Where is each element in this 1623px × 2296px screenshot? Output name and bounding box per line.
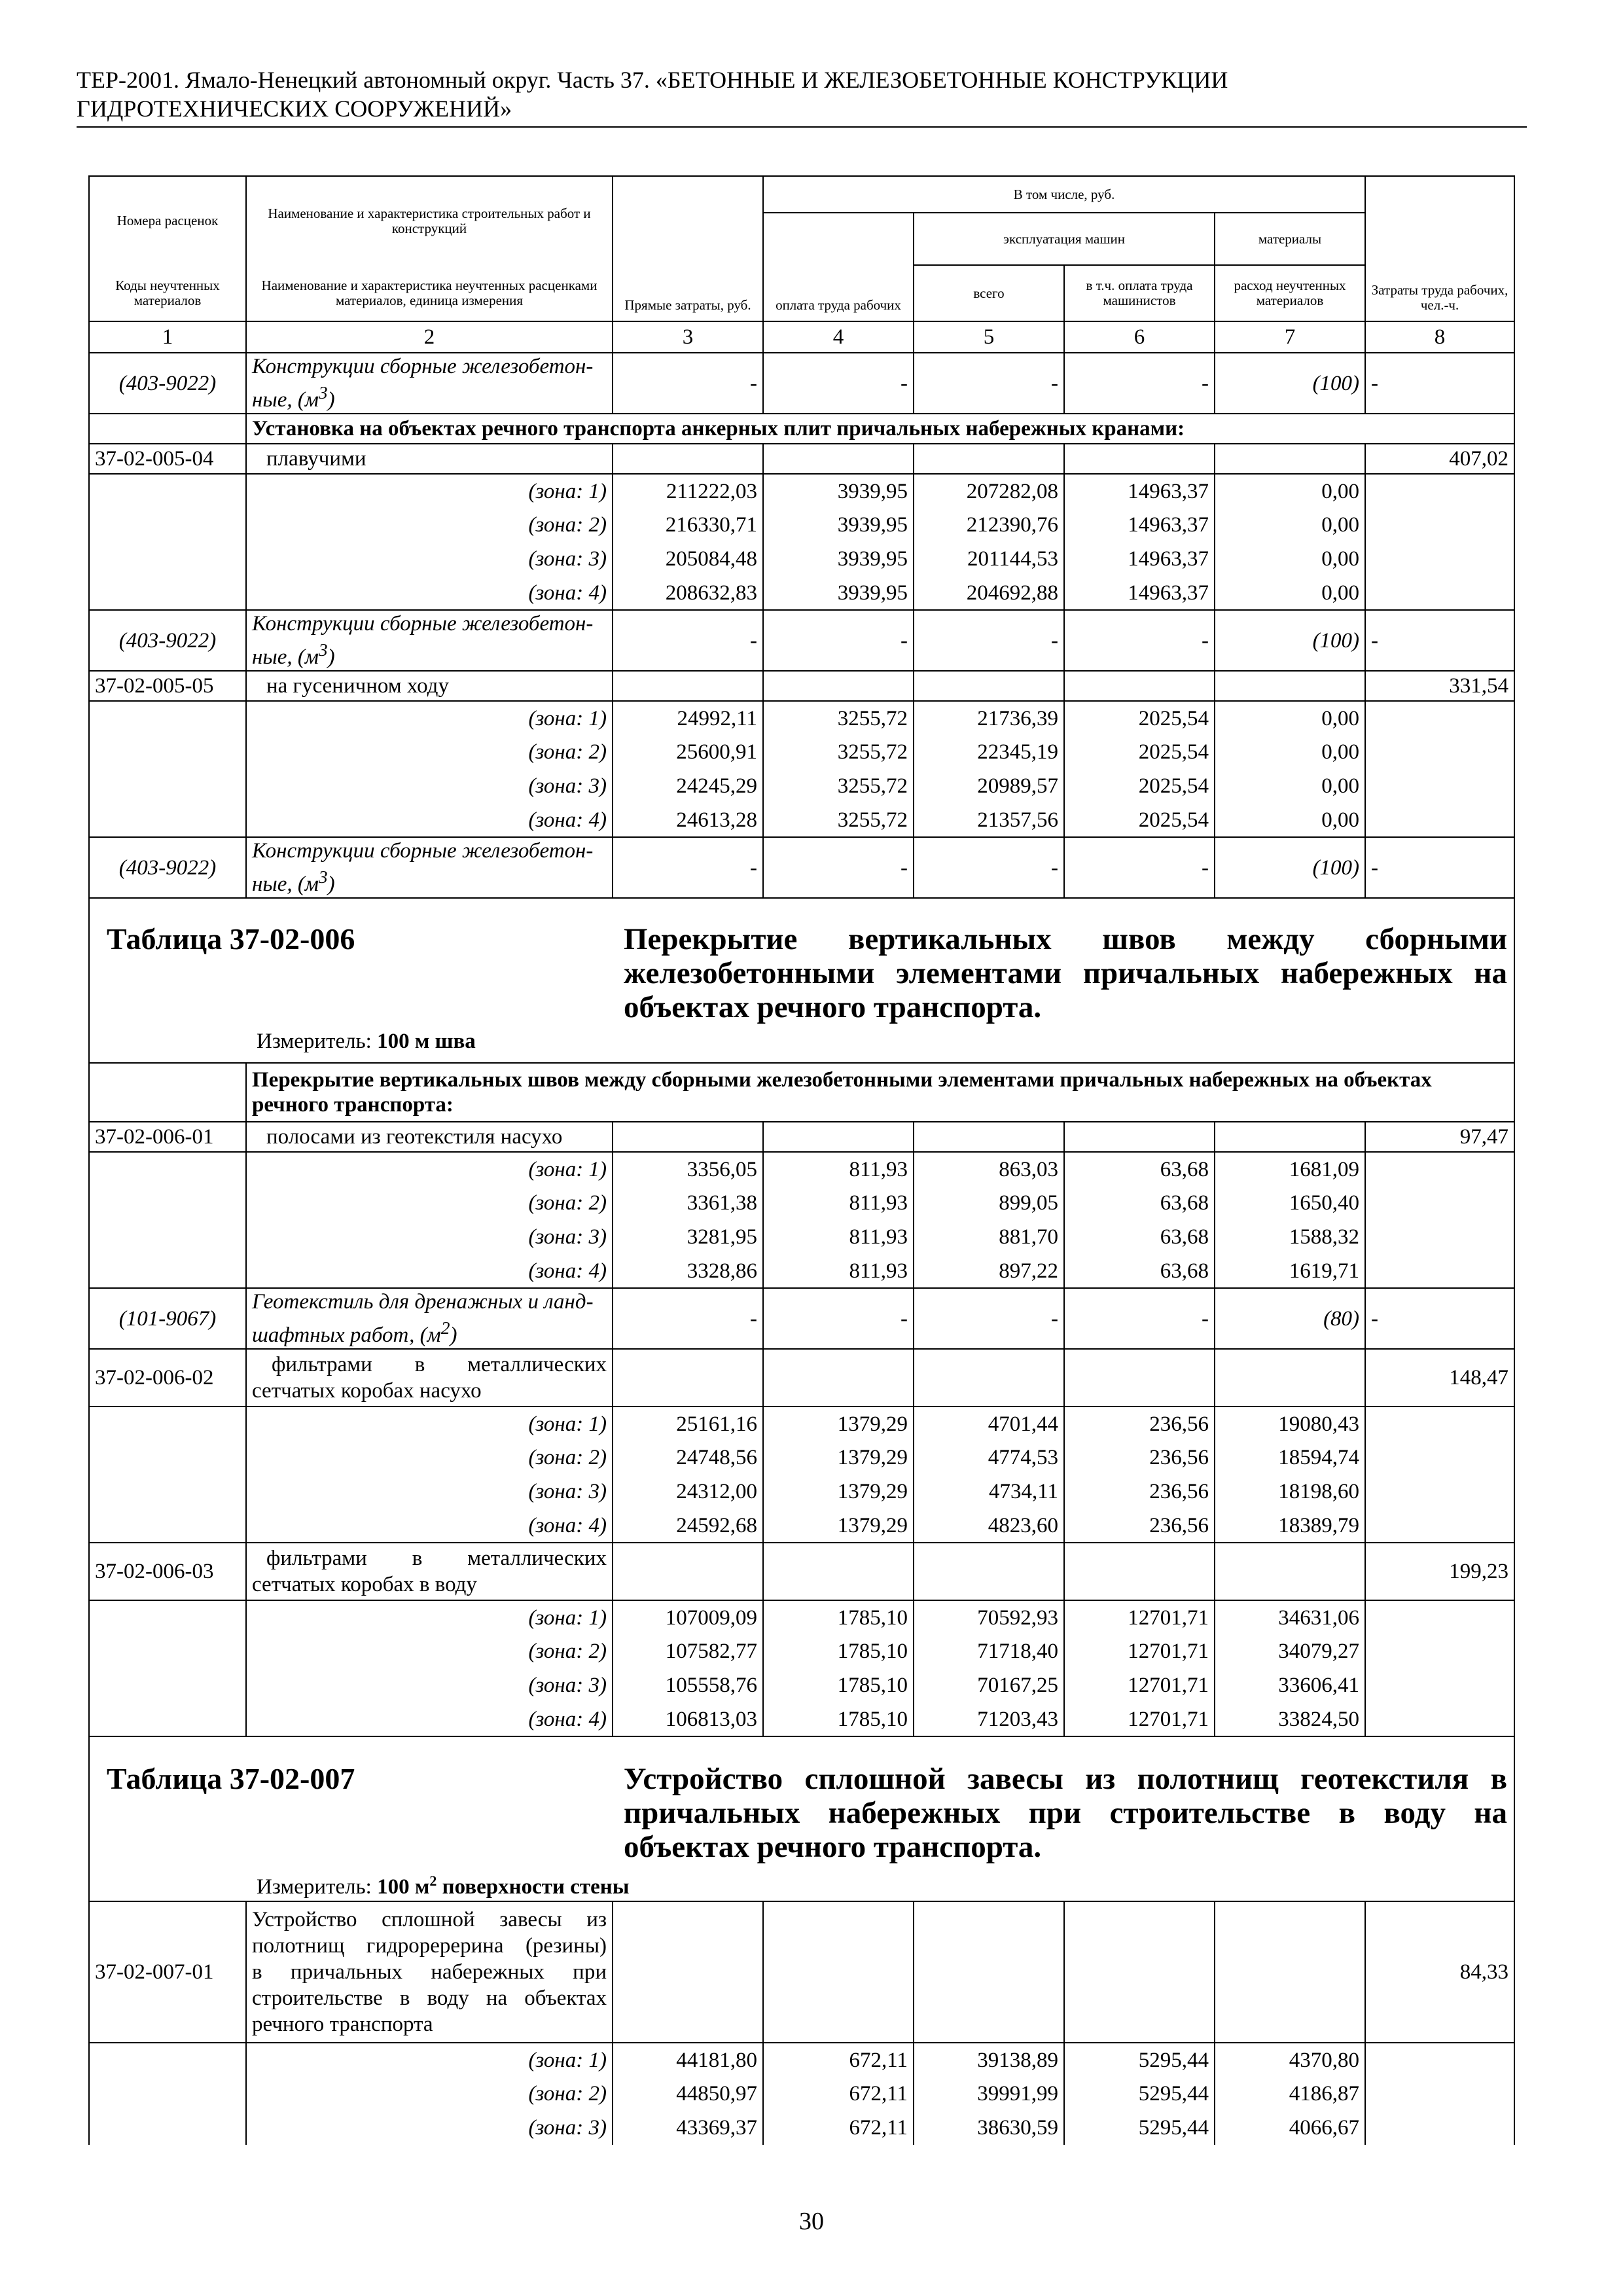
zone-label: (зона: 4): [246, 1702, 613, 1736]
value-cell: 0,00: [1215, 508, 1365, 542]
th-num-3: 3: [613, 321, 763, 353]
value-cell: 105558,76: [613, 1668, 763, 1702]
value-cell: 1650,40: [1215, 1186, 1365, 1220]
material-code: (403-9022): [89, 353, 246, 414]
material-row: (403-9022) Конструкции сборные железобетон- ные, $(м^3)$ - - - - (100) -: [89, 610, 1514, 671]
page-header: [77, 65, 1529, 123]
value-cell: 71718,40: [914, 1634, 1064, 1668]
rate-labor: 199,23: [1365, 1543, 1514, 1600]
value-cell: 899,05: [914, 1186, 1064, 1220]
value-cell: 1379,29: [763, 1475, 914, 1509]
zone-row: [89, 1152, 1514, 1186]
material-code: (403-9022): [89, 610, 246, 671]
zone-row: [89, 1186, 1514, 1220]
value-cell: 811,93: [763, 1186, 914, 1220]
material-row: (101-9067) Геотекстиль для дренажных и ланд- шафтных работ, $(м^2)$ - - - - (80) -: [89, 1288, 1514, 1349]
value-cell: 3328,86: [613, 1254, 763, 1288]
zone-label: (зона: 3): [246, 1475, 613, 1509]
rate-row: [89, 444, 1514, 474]
value-cell: 24613,28: [613, 803, 763, 837]
zone-label: (зона: 2): [246, 1634, 613, 1668]
zone-label: (зона: 1): [246, 474, 613, 508]
value-cell: 63,68: [1064, 1254, 1215, 1288]
zone-label: (зона: 4): [246, 803, 613, 837]
value-cell: 207282,08: [914, 474, 1064, 508]
th-name: Наименование и характеристика строительных работ и конструкций: [246, 176, 613, 265]
value-cell: 22345,19: [914, 735, 1064, 769]
value-cell: 39138,89: [914, 2043, 1064, 2077]
rate-row: [89, 1122, 1514, 1152]
value-cell: 14963,37: [1064, 542, 1215, 576]
rate-code: 37-02-006-03: [89, 1543, 246, 1600]
zone-row: [89, 508, 1514, 542]
table-title-block: [89, 1736, 1514, 1901]
zone-row: [89, 1254, 1514, 1288]
material-name: Конструкции сборные железобетон- ные, $(м^3)$: [246, 610, 613, 671]
th-num-4: 4: [763, 321, 914, 353]
value-cell: 3255,72: [763, 735, 914, 769]
zone-label: (зона: 1): [246, 701, 613, 735]
th-num-8: 8: [1365, 321, 1514, 353]
value-cell: 4066,67: [1215, 2111, 1365, 2145]
zone-label: (зона: 2): [246, 1186, 613, 1220]
value-cell: 0,00: [1215, 701, 1365, 735]
value-cell: 18198,60: [1215, 1475, 1365, 1509]
value-cell: 4823,60: [914, 1509, 1064, 1543]
value-cell: 3939,95: [763, 474, 914, 508]
zone-row: [89, 1220, 1514, 1254]
rate-labor: 407,02: [1365, 444, 1514, 474]
th-name2: Наименование и характеристика неучтенных расценками материалов, единица измерения: [246, 265, 613, 321]
zone-label: (зона: 3): [246, 769, 613, 803]
value-cell: 33606,41: [1215, 1668, 1365, 1702]
zone-label: (зона: 3): [246, 2111, 613, 2145]
rate-row: [89, 1901, 1514, 2043]
th-mach-wages: в т.ч. оплата труда машинистов: [1064, 265, 1215, 321]
zone-row: [89, 769, 1514, 803]
material-qty: (100): [1215, 610, 1365, 671]
zone-label: (зона: 1): [246, 2043, 613, 2077]
value-cell: 44850,97: [613, 2077, 763, 2111]
value-cell: 70592,93: [914, 1600, 1064, 1634]
zone-row: [89, 735, 1514, 769]
value-cell: 24312,00: [613, 1475, 763, 1509]
value-cell: 672,11: [763, 2043, 914, 2077]
value-cell: 19080,43: [1215, 1407, 1365, 1441]
th-num-1: 1: [89, 321, 246, 353]
zone-row: [89, 1634, 1514, 1668]
zone-label: (зона: 4): [246, 1509, 613, 1543]
value-cell: 236,56: [1064, 1509, 1215, 1543]
value-cell: 212390,76: [914, 508, 1064, 542]
value-cell: 39991,99: [914, 2077, 1064, 2111]
value-cell: 1379,29: [763, 1441, 914, 1475]
value-cell: 811,93: [763, 1220, 914, 1254]
rate-code: 37-02-005-04: [89, 444, 246, 474]
value-cell: 25161,16: [613, 1407, 763, 1441]
value-cell: 0,00: [1215, 542, 1365, 576]
value-cell: 204692,88: [914, 576, 1064, 610]
value-cell: 5295,44: [1064, 2111, 1215, 2145]
value-cell: 18389,79: [1215, 1509, 1365, 1543]
value-cell: 211222,03: [613, 474, 763, 508]
value-cell: 24245,29: [613, 769, 763, 803]
value-cell: 1588,32: [1215, 1220, 1365, 1254]
value-cell: 1379,29: [763, 1509, 914, 1543]
zone-label: (зона: 1): [246, 1407, 613, 1441]
value-cell: 236,56: [1064, 1475, 1215, 1509]
rate-code: 37-02-006-01: [89, 1122, 246, 1152]
material-name: Геотекстиль для дренажных и ланд- шафтных работ, $(м^2)$: [246, 1288, 613, 1349]
th-codes: Коды неучтенных материалов: [89, 265, 246, 321]
value-cell: 897,22: [914, 1254, 1064, 1288]
rate-row: [89, 1349, 1514, 1407]
zone-row: [89, 1702, 1514, 1736]
zone-label: (зона: 3): [246, 542, 613, 576]
value-cell: 38630,59: [914, 2111, 1064, 2145]
value-cell: 24992,11: [613, 701, 763, 735]
value-cell: 672,11: [763, 2111, 914, 2145]
zone-row: [89, 1509, 1514, 1543]
value-cell: 3939,95: [763, 542, 914, 576]
material-row: (403-9022) Конструкции сборные железобетон- ные, $(м^3)$ - - - - (100) -: [89, 837, 1514, 898]
zone-label: (зона: 4): [246, 576, 613, 610]
th-total: всего: [914, 265, 1064, 321]
rates-table: [88, 175, 1515, 2145]
value-cell: 63,68: [1064, 1186, 1215, 1220]
value-cell: 21357,56: [914, 803, 1064, 837]
value-cell: 0,00: [1215, 735, 1365, 769]
material-code: (101-9067): [89, 1288, 246, 1349]
value-cell: 0,00: [1215, 803, 1365, 837]
value-cell: 5295,44: [1064, 2043, 1215, 2077]
value-cell: 2025,54: [1064, 803, 1215, 837]
material-row: (403-9022) Конструкции сборные железобетон- ные, $(м^3)$ - - - - (100) -: [89, 353, 1514, 414]
th-rates: Номера расценок: [89, 176, 246, 265]
value-cell: 14963,37: [1064, 508, 1215, 542]
zone-row: [89, 2077, 1514, 2111]
value-cell: 0,00: [1215, 769, 1365, 803]
value-cell: 3281,95: [613, 1220, 763, 1254]
value-cell: 811,93: [763, 1254, 914, 1288]
value-cell: 672,11: [763, 2077, 914, 2111]
value-cell: 21736,39: [914, 701, 1064, 735]
value-cell: 2025,54: [1064, 735, 1215, 769]
value-cell: 1681,09: [1215, 1152, 1365, 1186]
zone-row: [89, 2043, 1514, 2077]
material-qty: (100): [1215, 353, 1365, 414]
value-cell: 34079,27: [1215, 1634, 1365, 1668]
rate-name: фильтрами в металлических сетчатых коробах насухо: [246, 1349, 613, 1407]
table-title: Перекрытие вертикальных швов между сборными железобетонными элементами причальных набережных на объектах речного транспорта.: [624, 922, 1507, 1024]
section-title: Установка на объектах речного транспорта анкерных плит причальных набережных кранами:: [246, 414, 1514, 444]
value-cell: 2025,54: [1064, 701, 1215, 735]
rate-code: 37-02-005-05: [89, 671, 246, 701]
value-cell: 33824,50: [1215, 1702, 1365, 1736]
value-cell: 14963,37: [1064, 576, 1215, 610]
rate-labor: 97,47: [1365, 1122, 1514, 1152]
zone-label: (зона: 1): [246, 1152, 613, 1186]
th-materials: материалы: [1215, 213, 1365, 265]
value-cell: 1785,10: [763, 1702, 914, 1736]
zone-row: [89, 474, 1514, 508]
value-cell: 1619,71: [1215, 1254, 1365, 1288]
value-cell: 3255,72: [763, 701, 914, 735]
value-cell: 107582,77: [613, 1634, 763, 1668]
value-cell: 12701,71: [1064, 1634, 1215, 1668]
th-incl: В том числе, руб.: [763, 176, 1365, 213]
zone-row: [89, 1475, 1514, 1509]
zone-label: (зона: 2): [246, 2077, 613, 2111]
th-consumption: расход неучтенных материалов: [1215, 265, 1365, 321]
value-cell: 1785,10: [763, 1668, 914, 1702]
value-cell: 34631,06: [1215, 1600, 1365, 1634]
value-cell: 1379,29: [763, 1407, 914, 1441]
table-label: Таблица 37-02-007: [107, 1762, 355, 1795]
value-cell: 12701,71: [1064, 1702, 1215, 1736]
th-wages: оплата труда рабочих: [763, 213, 914, 321]
zone-label: (зона: 2): [246, 735, 613, 769]
value-cell: 216330,71: [613, 508, 763, 542]
table-title-block: [89, 898, 1514, 1063]
rate-code: 37-02-006-02: [89, 1349, 246, 1407]
zone-row: [89, 2111, 1514, 2145]
section-title: Перекрытие вертикальных швов между сборными железобетонными элементами причальных набережных на объектах речного транспорта:: [246, 1063, 1514, 1122]
value-cell: 18594,74: [1215, 1441, 1365, 1475]
th-num-5: 5: [914, 321, 1064, 353]
zone-label: (зона: 2): [246, 508, 613, 542]
rate-name: на гусеничном ходу: [246, 671, 613, 701]
value-cell: 43369,37: [613, 2111, 763, 2145]
value-cell: 2025,54: [1064, 769, 1215, 803]
header-line-1: ТЕР-2001. Ямало-Ненецкий автономный округ. Часть 37. «БЕТОННЫЕ И ЖЕЛЕЗОБЕТОННЫЕ КОНСТРУКЦИИ: [77, 67, 1228, 93]
value-cell: 24748,56: [613, 1441, 763, 1475]
rate-row: [89, 671, 1514, 701]
value-cell: 236,56: [1064, 1441, 1215, 1475]
value-cell: 106813,03: [613, 1702, 763, 1736]
rate-name: фильтрами в металлических сетчатых коробах в воду: [246, 1543, 613, 1600]
rate-code: 37-02-007-01: [89, 1901, 246, 2043]
th-direct: Прямые затраты, руб.: [613, 176, 763, 321]
material-name: Конструкции сборные железобетон- ные, $(м^3)$: [246, 353, 613, 414]
value-cell: 4774,53: [914, 1441, 1064, 1475]
value-cell: 14963,37: [1064, 474, 1215, 508]
material-code: (403-9022): [89, 837, 246, 898]
value-cell: 3255,72: [763, 769, 914, 803]
value-cell: 201144,53: [914, 542, 1064, 576]
rate-name: Устройство сплошной завесы из полотнищ гидроререрина (резины) в причальных набережных при строительстве в воду на объектах речного транспорта: [246, 1901, 613, 2043]
value-cell: 811,93: [763, 1152, 914, 1186]
value-cell: 71203,43: [914, 1702, 1064, 1736]
value-cell: 3255,72: [763, 803, 914, 837]
zone-row: [89, 542, 1514, 576]
table-meter: Измеритель: 100 м шва: [257, 1030, 476, 1053]
zone-row: [89, 1441, 1514, 1475]
value-cell: 1785,10: [763, 1600, 914, 1634]
th-labor: Затраты труда рабочих, чел.-ч.: [1365, 176, 1514, 321]
zone-label: (зона: 2): [246, 1441, 613, 1475]
value-cell: 4370,80: [1215, 2043, 1365, 2077]
material-name: Конструкции сборные железобетон- ные, $(м^3)$: [246, 837, 613, 898]
zone-label: (зона: 3): [246, 1668, 613, 1702]
zone-row: [89, 803, 1514, 837]
rate-name: плавучими: [246, 444, 613, 474]
table-meter: Измеритель: 100 $м^2$ поверхности стены: [257, 1873, 630, 1899]
value-cell: 5295,44: [1064, 2077, 1215, 2111]
value-cell: 208632,83: [613, 576, 763, 610]
th-num-7: 7: [1215, 321, 1365, 353]
header-rule: [77, 126, 1527, 128]
value-cell: 3939,95: [763, 576, 914, 610]
table-label: Таблица 37-02-006: [107, 922, 355, 956]
value-cell: 4701,44: [914, 1407, 1064, 1441]
material-qty: (100): [1215, 837, 1365, 898]
value-cell: 205084,48: [613, 542, 763, 576]
value-cell: 25600,91: [613, 735, 763, 769]
table-title: Устройство сплошной завесы из полотнищ геотекстиля в причальных набережных при строительстве в воду на объектах речного транспорта.: [624, 1762, 1507, 1864]
page-number: 30: [799, 2208, 824, 2235]
value-cell: 12701,71: [1064, 1600, 1215, 1634]
zone-row: [89, 1668, 1514, 1702]
rate-labor: 84,33: [1365, 1901, 1514, 2043]
zone-row: [89, 701, 1514, 735]
value-cell: 0,00: [1215, 474, 1365, 508]
value-cell: 3361,38: [613, 1186, 763, 1220]
zone-row: [89, 1600, 1514, 1634]
rate-name: полосами из геотекстиля насухо: [246, 1122, 613, 1152]
value-cell: 4734,11: [914, 1475, 1064, 1509]
header-line-2: ГИДРОТЕХНИЧЕСКИХ СООРУЖЕНИЙ»: [77, 96, 512, 122]
value-cell: 881,70: [914, 1220, 1064, 1254]
th-num-6: 6: [1064, 321, 1215, 353]
th-machines: эксплуатация машин: [914, 213, 1215, 265]
value-cell: 24592,68: [613, 1509, 763, 1543]
value-cell: 44181,80: [613, 2043, 763, 2077]
value-cell: 3939,95: [763, 508, 914, 542]
value-cell: 236,56: [1064, 1407, 1215, 1441]
value-cell: 4186,87: [1215, 2077, 1365, 2111]
value-cell: 3356,05: [613, 1152, 763, 1186]
value-cell: 63,68: [1064, 1152, 1215, 1186]
th-num-2: 2: [246, 321, 613, 353]
zone-label: (зона: 3): [246, 1220, 613, 1254]
rate-row: [89, 1543, 1514, 1600]
value-cell: 12701,71: [1064, 1668, 1215, 1702]
zone-label: (зона: 4): [246, 1254, 613, 1288]
material-qty: (80): [1215, 1288, 1365, 1349]
value-cell: 70167,25: [914, 1668, 1064, 1702]
value-cell: 107009,09: [613, 1600, 763, 1634]
value-cell: 1785,10: [763, 1634, 914, 1668]
rate-labor: 331,54: [1365, 671, 1514, 701]
value-cell: 63,68: [1064, 1220, 1215, 1254]
zone-row: [89, 1407, 1514, 1441]
zone-row: [89, 576, 1514, 610]
value-cell: 20989,57: [914, 769, 1064, 803]
zone-label: (зона: 1): [246, 1600, 613, 1634]
value-cell: 0,00: [1215, 576, 1365, 610]
rate-labor: 148,47: [1365, 1349, 1514, 1407]
value-cell: 863,03: [914, 1152, 1064, 1186]
